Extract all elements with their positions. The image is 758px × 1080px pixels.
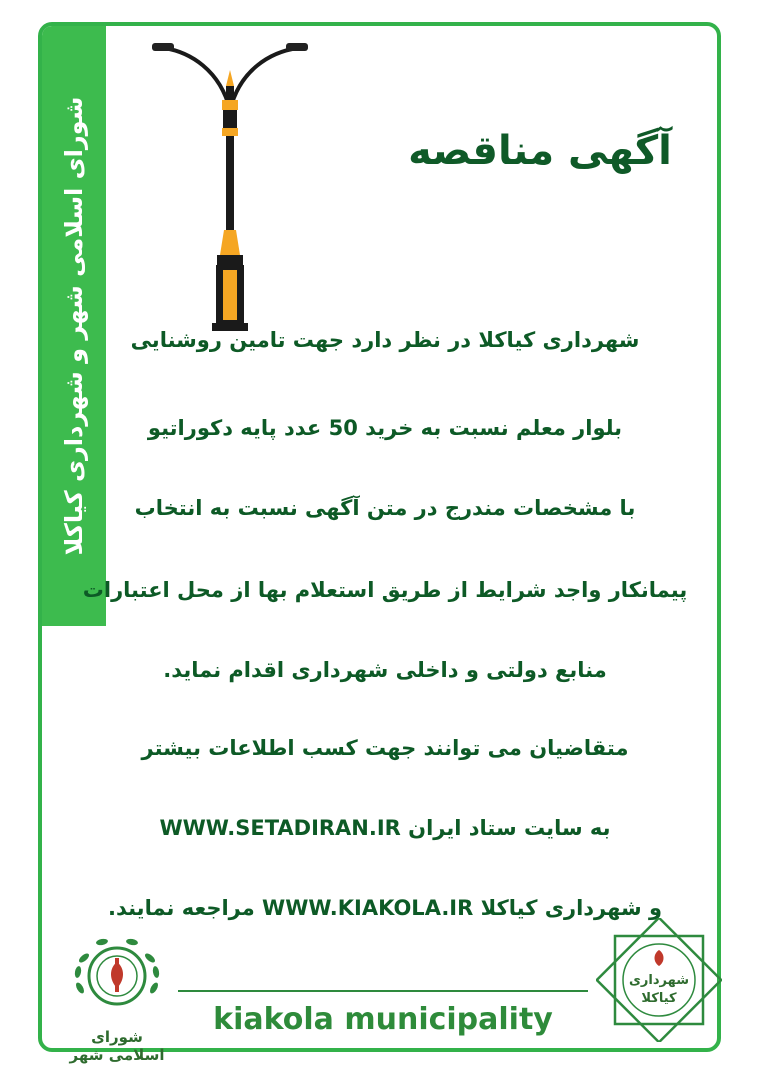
- body-line-5: منابع دولتی و داخلی شهرداری اقدام نماید.: [163, 658, 607, 682]
- council-caption: شورای اسلامی شهر: [69, 1028, 165, 1064]
- footer-divider: [178, 990, 588, 992]
- municipality-caption-bottom: کیاکلا: [641, 991, 677, 1006]
- body-line-8-suffix: مراجعه نمایند.: [108, 896, 263, 920]
- body-line-7: [40, 816, 730, 840]
- body-line-1: شهرداری کیاکلا در نظر دارد جهت تامین روشنایی: [130, 328, 640, 352]
- body-line-7-text: به سایت ستاد ایران: [400, 816, 611, 840]
- side-band-label: شورای اسلامی شهر و شهرداری کیاکلا: [60, 96, 88, 556]
- body-line-4: پیمانکار واجد شرایط از طریق استعلام بها از محل اعتبارات: [82, 578, 688, 602]
- setadiran-link[interactable]: WWW.SETADIRAN.IR: [159, 816, 401, 840]
- street-lamp-icon: [150, 40, 310, 340]
- body-line-3: با مشخصات مندرج در متن آگهی نسبت به انتخاب: [134, 496, 636, 520]
- council-logo: [62, 928, 172, 1064]
- municipality-logo: [596, 918, 722, 1042]
- body-line-8-text: و شهرداری کیاکلا: [473, 896, 662, 920]
- footer-text: kiakola municipality: [213, 1002, 553, 1037]
- council-emblem-icon: [62, 928, 172, 1024]
- body-line-6: متقاضیان می توانند جهت کسب اطلاعات بیشتر: [141, 736, 629, 760]
- municipality-caption-top: شهرداری: [629, 973, 689, 988]
- body-line-8: [40, 896, 730, 920]
- page-title: آگهی مناقصه: [408, 128, 672, 174]
- municipality-emblem-icon: [596, 918, 722, 1042]
- body-line-2: بلوار معلم نسبت به خرید 50 عدد پایه دکوراتیو: [147, 416, 623, 440]
- kiakola-link[interactable]: WWW.KIAKOLA.IR: [262, 896, 474, 920]
